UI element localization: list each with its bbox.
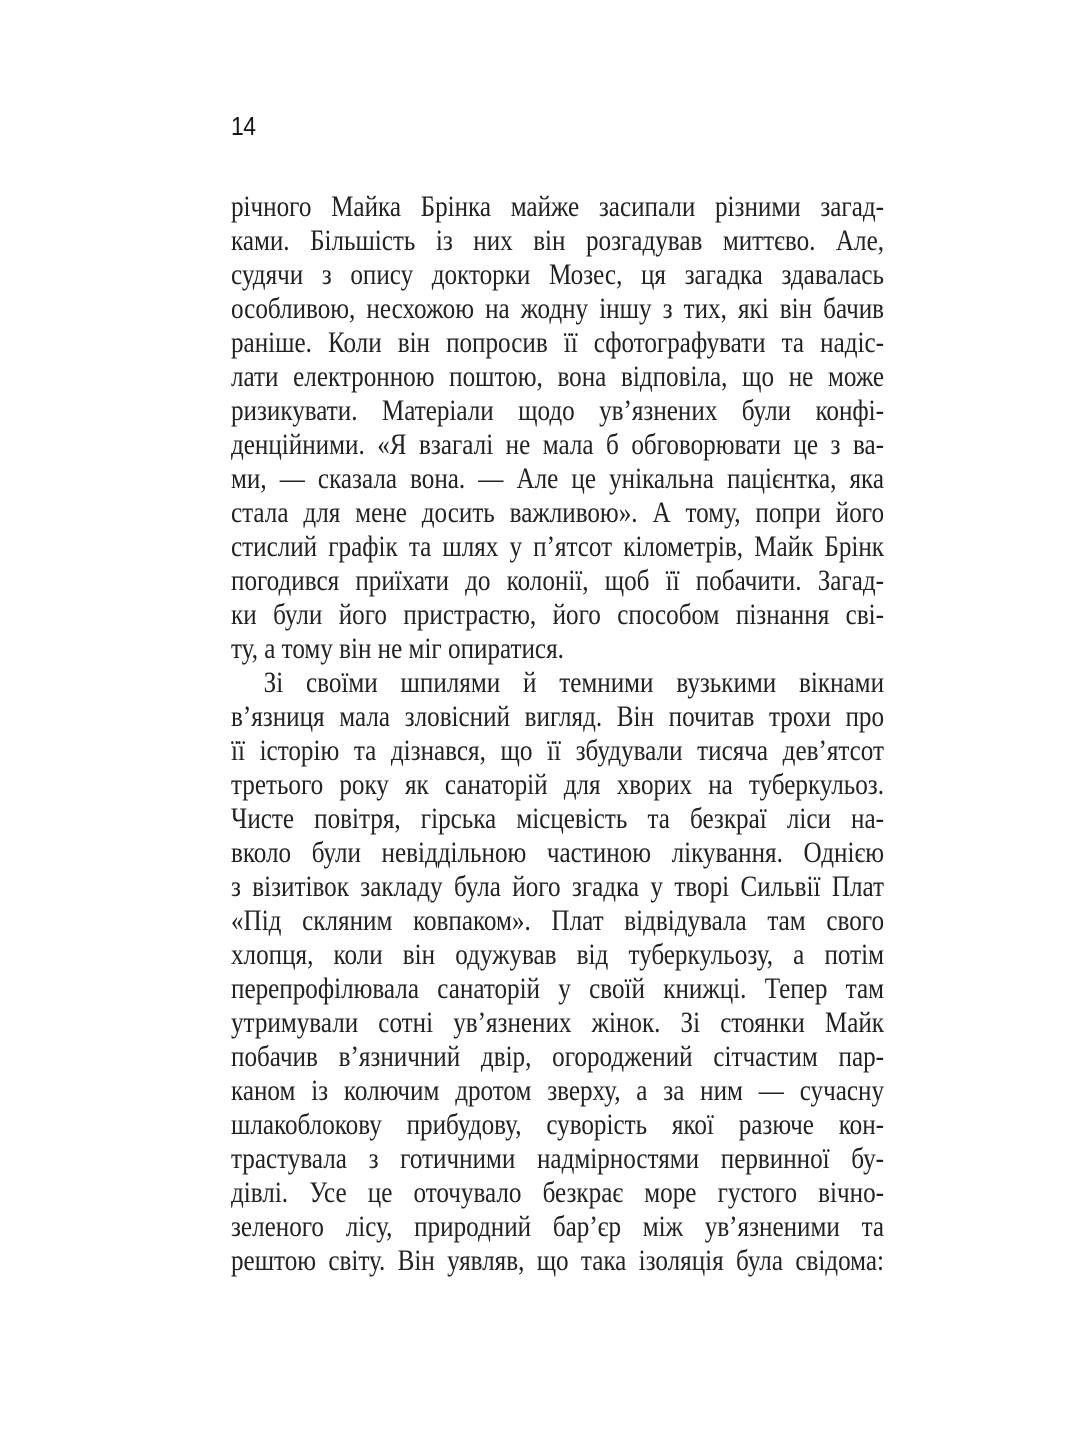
text-line: її історію та дізнався, що її збудували тисяча дев’ятсот: [231, 734, 885, 767]
text-line: «Під скляним ковпаком». Плат відвідувала там свого: [231, 904, 885, 937]
text-line: погодився приїхати до колонії, щоб її побачити. Загад-: [231, 564, 885, 597]
text-line: ми, — сказала вона. — Але це унікальна пацієнтка, яка: [231, 462, 885, 495]
text-column: [231, 190, 884, 1278]
text-line: каном із колючим дротом зверху, а за ним — сучасну: [231, 1074, 885, 1107]
text-line: стислий графік та шлях у п’ятсот кілометрів, Майк Брінк: [231, 530, 885, 563]
text-line: побачив в’язничний двір, огороджений сітчастим пар-: [231, 1040, 885, 1073]
text-line: стала для мене досить важливою». А тому, попри його: [231, 496, 885, 529]
text-line: ту, а тому він не міг опиратися.: [231, 632, 564, 665]
paragraph: [231, 666, 884, 1278]
text-line: Чисте повітря, гірська місцевість та безкраї ліси на-: [231, 802, 885, 835]
text-line: рештою світу. Він уявляв, що така ізоляція була свідома:: [231, 1244, 885, 1277]
text-line: утримували сотні ув’язнених жінок. Зі стоянки Майк: [231, 1006, 885, 1039]
paragraph: [231, 190, 884, 666]
text-line: судячи з опису докторки Мозес, ця загадка здавалась: [231, 258, 885, 291]
text-line: третього року як санаторій для хворих на туберкульоз.: [231, 768, 885, 801]
text-line: раніше. Коли він попросив її сфотографувати та надіс-: [231, 326, 885, 359]
text-line: ризикувати. Матеріали щодо ув’язнених були конфі-: [231, 394, 885, 427]
text-line: з візитівок закладу була його згадка у творі Сильвії Плат: [231, 870, 885, 903]
text-line: лати електронною поштою, вона відповіла, що не може: [231, 360, 885, 393]
text-line: Зі своїми шпилями й темними вузькими вікнами: [263, 666, 885, 699]
text-line: особливою, несхожою на жодну іншу з тих, які він бачив: [231, 292, 885, 325]
text-line: річного Майка Брінка майже засипали різними загад-: [231, 190, 885, 223]
text-line: дівлі. Усе це оточувало безкрає море густого вічно-: [231, 1176, 885, 1209]
text-line: зеленого лісу, природний бар’єр між ув’язненими та: [231, 1210, 885, 1243]
text-line: перепрофілювала санаторій у своїй книжці. Тепер там: [231, 972, 885, 1005]
text-line: ками. Більшість із них він розгадував миттєво. Але,: [231, 224, 885, 257]
text-line: трастувала з готичними надмірностями первинної бу-: [231, 1142, 885, 1175]
text-line: шлакоблокову прибудову, суворість якої разюче кон-: [231, 1108, 885, 1141]
text-line: хлопця, коли він одужував від туберкульозу, а потім: [231, 938, 885, 971]
text-line: ки були його пристрастю, його способом пізнання сві-: [231, 598, 885, 631]
page-number: 14: [231, 111, 256, 141]
text-line: в’язниця мала зловісний вигляд. Він почитав трохи про: [231, 700, 885, 733]
text-line: денційними. «Я взагалі не мала б обговорювати це з ва-: [231, 428, 885, 461]
text-line: вколо були невіддільною частиною лікування. Однією: [231, 836, 885, 869]
